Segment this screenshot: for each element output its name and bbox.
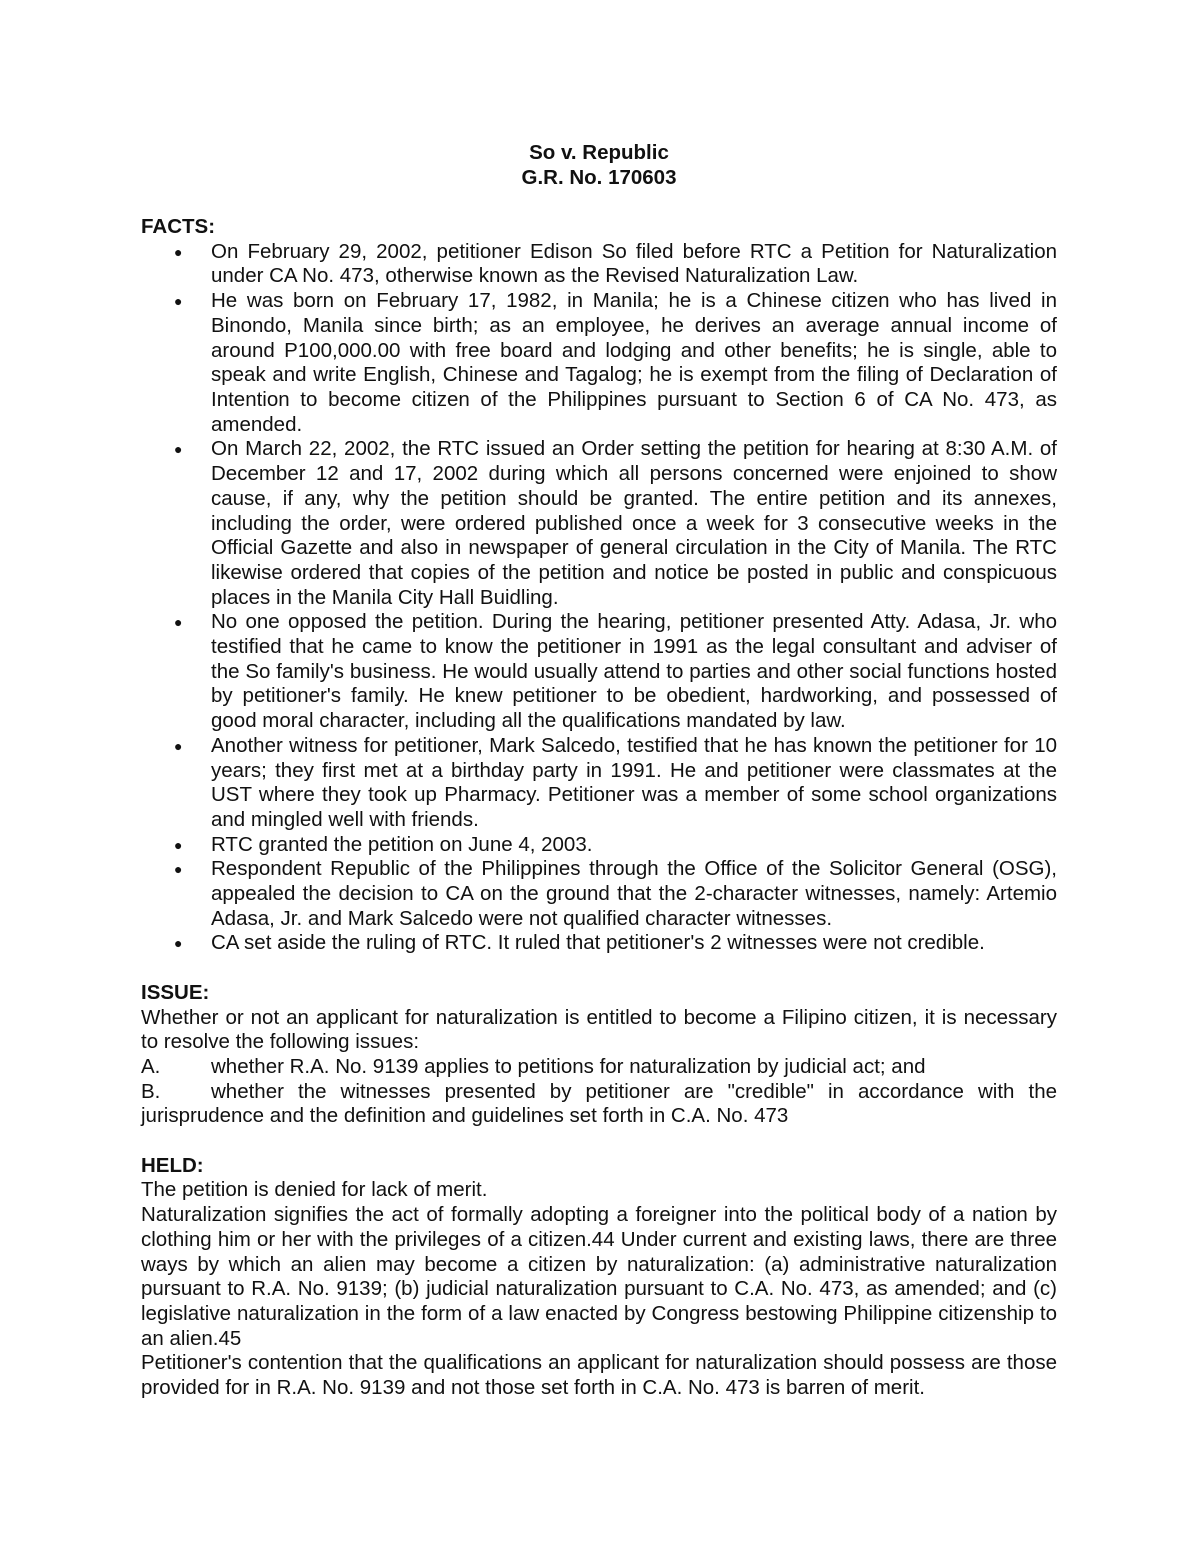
document-page bbox=[141, 141, 1057, 1401]
facts-list bbox=[141, 240, 1057, 956]
bullet-icon: ● bbox=[174, 861, 183, 878]
held-paragraph: The petition is denied for lack of merit. bbox=[141, 1178, 488, 1202]
list-item: ● CA set aside the ruling of RTC. It ruled that petitioner's 2 witnesses were not credible. bbox=[174, 931, 985, 955]
bullet-icon: ● bbox=[174, 614, 183, 631]
held-heading: HELD: bbox=[141, 1153, 204, 1177]
list-item: ● RTC granted the petition on June 4, 2003. bbox=[174, 832, 593, 856]
list-item: ● No one opposed the petition. During the hearing, petitioner presented Atty. Adasa, Jr. who testified that he came to know the petitioner in 1991 as the legal consultant and adviser of the So family's business. He would usually attend to parties and other social functions hosted by petitioner's family. He knew petitioner to be obedient, hardworking, and possessed of good moral character, including all the qualifications mandated by law. bbox=[174, 610, 1057, 733]
list-item: ● On February 29, 2002, petitioner Edison So filed before RTC a Petition for Naturalization under CA No. 473, otherwise known as the Revised Naturalization Law. bbox=[174, 239, 1057, 288]
issue-intro: Whether or not an applicant for naturalization is entitled to become a Filipino citizen, it is necessary to resolve the following issues: bbox=[141, 1005, 1057, 1054]
bullet-icon: ● bbox=[174, 293, 183, 310]
held-paragraph: Naturalization signifies the act of formally adopting a foreigner into the political body of a nation by clothing him or her with the privileges of a citizen.44 Under current and existing laws, there are three ways by which an alien may become a citizen by naturalization: (a) administrative naturalization pursuant to R.A. No. 9139; (b) judicial naturalization pursuant to C.A. No. 473, as amended; and (c) legislative naturalization in the form of a law enacted by Congress bestowing Philippine citizenship to an alien.45 bbox=[141, 1203, 1057, 1350]
bullet-icon: ● bbox=[174, 737, 183, 754]
case-title: So v. Republic bbox=[529, 141, 669, 164]
issue-heading: ISSUE: bbox=[141, 980, 210, 1004]
issue-item-text: whether the witnesses presented by petitioner are "credible" in accordance with the jurisprudence and the definition and guidelines set forth in C.A. No. 473 bbox=[141, 1079, 1057, 1128]
list-item: ● Respondent Republic of the Philippines through the Office of the Solicitor General (OSG), appealed the decision to CA on the ground that the 2-character witnesses, namely: Artemio Adasa, Jr. and Mark Salcedo were not qualified character witnesses. bbox=[174, 857, 1057, 930]
bullet-icon: ● bbox=[174, 243, 183, 260]
bullet-icon: ● bbox=[174, 935, 183, 952]
bullet-icon: ● bbox=[174, 441, 183, 458]
issue-item-a bbox=[141, 1055, 1057, 1080]
list-item: ● On March 22, 2002, the RTC issued an Order setting the petition for hearing at 8:30 A.M. of December 12 and 17, 2002 during which all persons concerned were enjoined to show cause, if any, why the petition should be granted. The entire petition and its annexes, including the order, were ordered published once a week for 3 consecutive weeks in the Official Gazette and also in newspaper of general circulation in the City of Manila. The RTC likewise ordered that copies of the petition and notice be posted in public and conspicuous places in the Manila City Hall Buidling. bbox=[174, 437, 1057, 609]
held-paragraph: Petitioner's contention that the qualifications an applicant for naturalization should possess are those provided for in R.A. No. 9139 and not those set forth in C.A. No. 473 is barren of merit. bbox=[141, 1351, 1057, 1400]
issue-item-letter: B. bbox=[141, 1079, 161, 1103]
case-gr-number: G.R. No. 170603 bbox=[521, 165, 677, 189]
bullet-icon: ● bbox=[174, 836, 183, 853]
title-block bbox=[141, 141, 1057, 190]
issue-item-b bbox=[141, 1080, 1057, 1129]
list-item: ● Another witness for petitioner, Mark Salcedo, testified that he has known the petitioner for 10 years; they first met at a birthday party in 1991. He and petitioner were classmates at the UST where they took up Pharmacy. Petitioner was a member of some school organizations and mingled well with friends. bbox=[174, 733, 1057, 831]
list-item: ● He was born on February 17, 1982, in Manila; he is a Chinese citizen who has lived in Binondo, Manila since birth; as an employee, he derives an average annual income of around P100,000.00 with free board and lodging and other benefits; he is single, able to speak and write English, Chinese and Tagalog; he is exempt from the filing of Declaration of Intention to become citizen of the Philippines pursuant to Section 6 of CA No. 473, as amended. bbox=[174, 289, 1057, 436]
issue-item-text: whether R.A. No. 9139 applies to petitions for naturalization by judicial act; and bbox=[211, 1054, 926, 1078]
issue-item-letter: A. bbox=[141, 1054, 161, 1078]
facts-heading: FACTS: bbox=[141, 215, 216, 239]
